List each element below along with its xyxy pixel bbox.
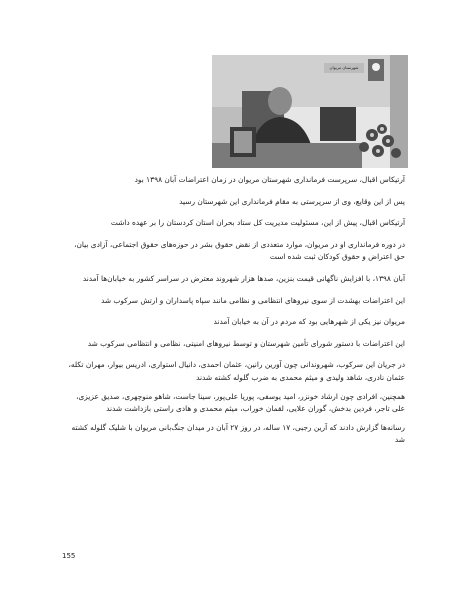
paragraph-5: آبان ۱۳۹۸، با افزایش ناگهانی قیمت بنزین، صدها هزار شهروند معترض در سراسر کشور به خیابان‌ها آمدند (82, 273, 405, 283)
official-photo (212, 55, 408, 168)
photo-illustration (212, 55, 408, 168)
emblem-icon (368, 59, 384, 81)
document-body (62, 174, 405, 447)
paragraph-3: آرتیکاس اقبال، پیش از این، مسئولیت مدیریت کل ستاد بحران استان کردستان را بر عهده داشت (110, 218, 405, 228)
photo-nameplate: شهرستان مریوان (329, 65, 359, 70)
paragraph-9: در جریان این سرکوب، شهروندانی چون آورین رانین، عثمان احمدی، دانیال استواری، ادریس بیوار، مهران تکله، عثمان نادری، شاهد ولیدی و میثم محمدی به ضرب گلوله کشته شدند (68, 360, 405, 382)
paragraph-4: در دوره فرمانداری او در مریوان، موارد متعددی از نقض حقوق بشر در حوزه‌های حقوق اجتماعی، آزادی بیان، حق اعتراض و حقوق کودکان ثبت شده است (74, 239, 405, 262)
paragraph-11: رسانه‌ها گزارش دادند که آرین رجبی، ۱۷ ساله، در روز ۲۷ آبان در میدان جنگ‌بانی مریوان با شلیک گلوله کشته شد (71, 422, 405, 445)
paragraph-10: همچنین، افرادی چون ارشاد خونزر، امید یوسفی، پوریا علی‌پور، سینا جاست، شاهو منوچهری، صدیق عزیزی، علی تاجر، فردین بدخش، گوران علایی، لقمان خوراب، میثم محمدی و هادی راستی بازداشت شدند (76, 391, 405, 414)
paragraph-6: این اعتراضات بهشدت از سوی نیروهای انتظامی و نظامی مانند سپاه پاسداران و ارتش سرکوب شد (100, 295, 405, 305)
page-number: 155 (62, 552, 76, 560)
paragraph-7: مریوان نیز یکی از شهرهایی بود که مردم در آن به خیابان آمدند (213, 317, 405, 327)
paragraph-8: این اعتراضات با دستور شورای تأمین شهرستان و توسط نیروهای امنیتی، نظامی و انتظامی سرکوب شد (87, 338, 405, 348)
paragraph-2: پس از این وقایع، وی از سرپرستی به مقام فرمانداری این شهرستان رسید (179, 196, 405, 206)
paragraph-1: آرتیکاس اقبال، سرپرست فرمانداری شهرستان مریوان در زمان اعتراضات آبان ۱۳۹۸ بود (134, 175, 405, 184)
